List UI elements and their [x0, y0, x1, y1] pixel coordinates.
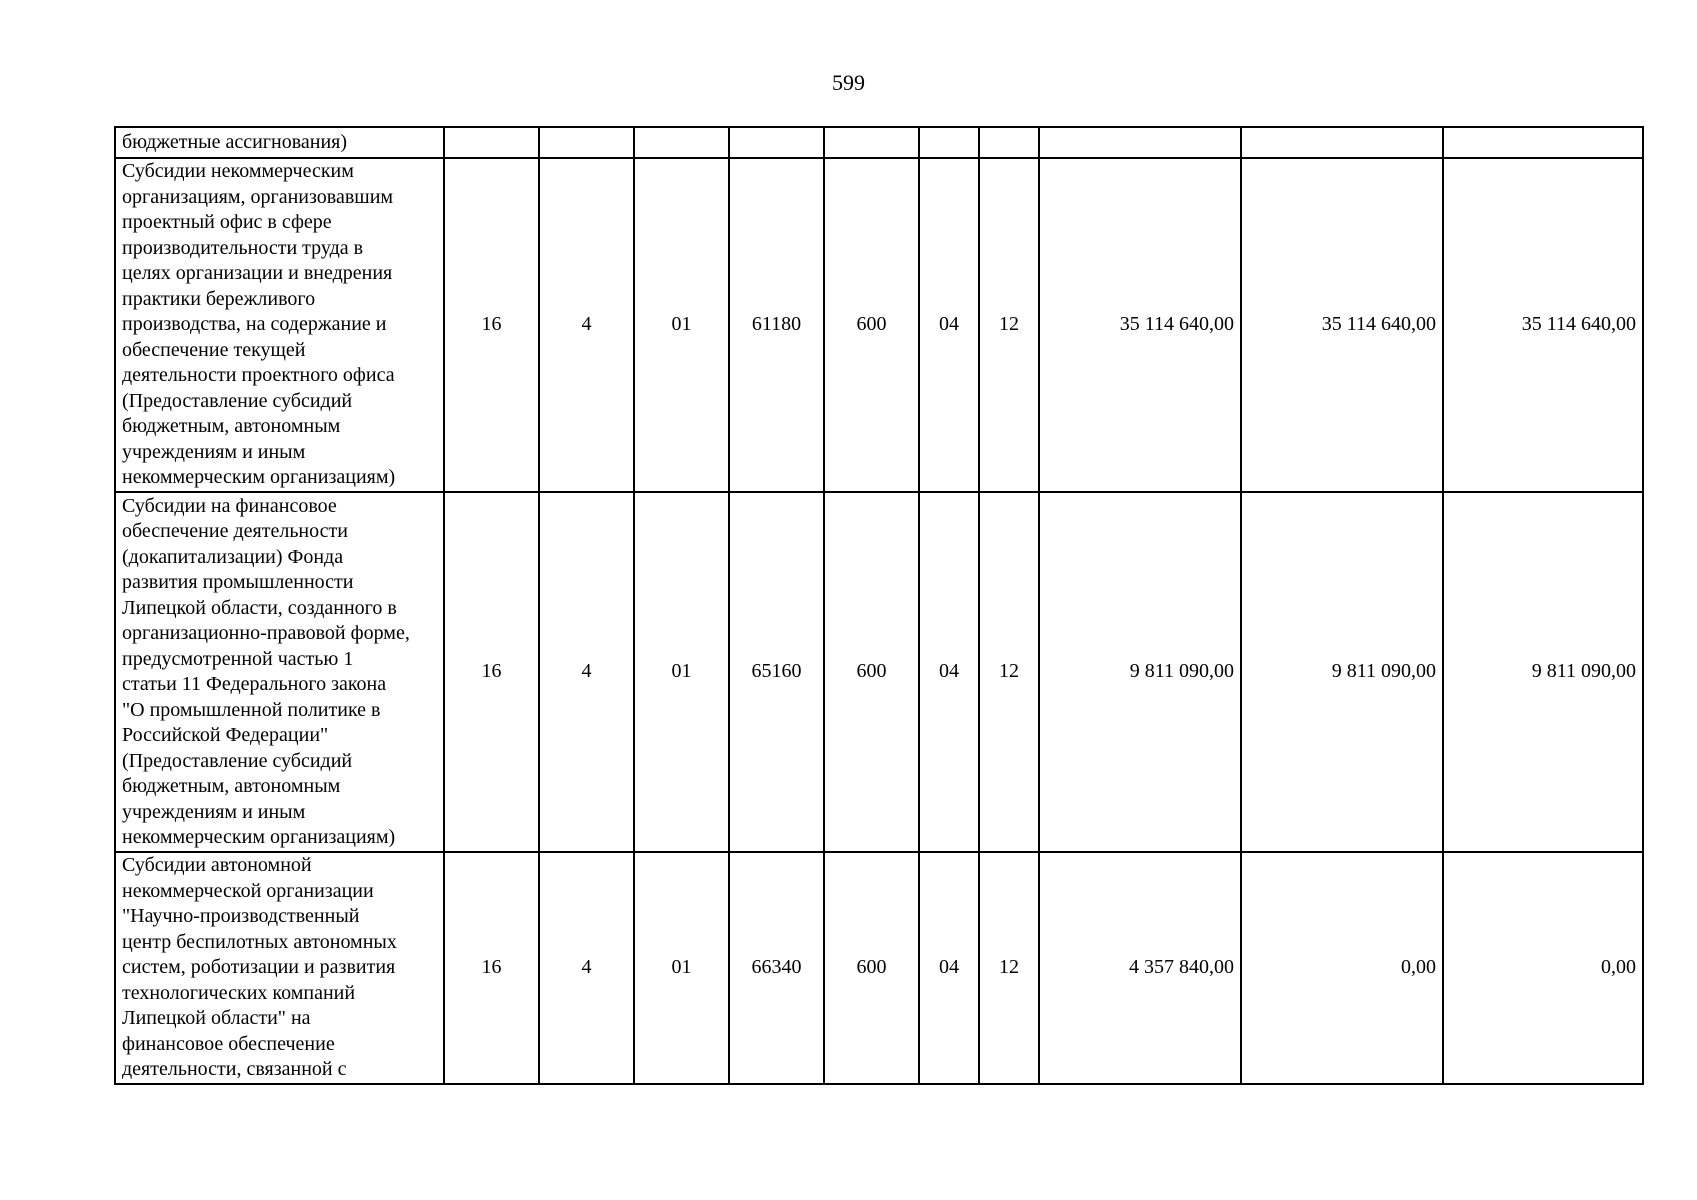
expense-direction-code: [729, 127, 824, 158]
subsection-code: 12: [979, 158, 1039, 492]
section-code: [919, 127, 979, 158]
program-code: 16: [444, 158, 539, 492]
amount-year-1: 9 811 090,00: [1039, 492, 1241, 852]
table-row: [115, 852, 1643, 1084]
section-code: 04: [919, 158, 979, 492]
program-code: [444, 127, 539, 158]
subsection-code: [979, 127, 1039, 158]
subprogram-type-code: 4: [539, 852, 634, 1084]
amount-year-3: 35 114 640,00: [1443, 158, 1643, 492]
structural-element-code: 01: [634, 158, 729, 492]
expense-type-code: [824, 127, 919, 158]
table-row: [115, 492, 1643, 852]
expense-type-code: 600: [824, 852, 919, 1084]
amount-year-2: 35 114 640,00: [1241, 158, 1443, 492]
expense-direction-code: 61180: [729, 158, 824, 492]
section-code: 04: [919, 492, 979, 852]
amount-year-1: 4 357 840,00: [1039, 852, 1241, 1084]
expense-direction-code: 65160: [729, 492, 824, 852]
subsection-code: 12: [979, 492, 1039, 852]
program-code: 16: [444, 492, 539, 852]
amount-year-2: 9 811 090,00: [1241, 492, 1443, 852]
amount-year-3: 0,00: [1443, 852, 1643, 1084]
subprogram-type-code: 4: [539, 492, 634, 852]
budget-table: [114, 126, 1644, 1085]
row-description: Субсидии на финансовое обеспечение деятельности (докапитализации) Фонда развития промышленности Липецкой области, созданного в организационно-правовой форме, предусмотренной частью 1 статьи 11 Федерального закона "О промышленной политике в Российской Федерации" (Предоставление субсидий бюджетным, автономным учреждениям и иным некоммерческим организациям): [115, 492, 444, 852]
expense-direction-code: 66340: [729, 852, 824, 1084]
structural-element-code: 01: [634, 492, 729, 852]
expense-type-code: 600: [824, 492, 919, 852]
table-row: [115, 158, 1643, 492]
row-description: Субсидии автономной некоммерческой организации "Научно-производственный центр беспилотных автономных систем, роботизации и развития технологических компаний Липецкой области" на финансовое обеспечение деятельности, связанной с: [115, 852, 444, 1084]
section-code: 04: [919, 852, 979, 1084]
structural-element-code: [634, 127, 729, 158]
expense-type-code: 600: [824, 158, 919, 492]
amount-year-1: [1039, 127, 1241, 158]
amount-year-3: [1443, 127, 1643, 158]
program-code: 16: [444, 852, 539, 1084]
row-description: бюджетные ассигнования): [115, 127, 444, 158]
amount-year-1: 35 114 640,00: [1039, 158, 1241, 492]
amount-year-2: [1241, 127, 1443, 158]
page-number: 599: [832, 70, 865, 95]
subprogram-type-code: 4: [539, 158, 634, 492]
amount-year-3: 9 811 090,00: [1443, 492, 1643, 852]
subprogram-type-code: [539, 127, 634, 158]
subsection-code: 12: [979, 852, 1039, 1084]
structural-element-code: 01: [634, 852, 729, 1084]
row-description: Субсидии некоммерческим организациям, организовавшим проектный офис в сфере производительности труда в целях организации и внедрения практики бережливого производства, на содержание и обеспечение текущей деятельности проектного офиса (Предоставление субсидий бюджетным, автономным учреждениям и иным некоммерческим организациям): [115, 158, 444, 492]
amount-year-2: 0,00: [1241, 852, 1443, 1084]
table-row: [115, 127, 1643, 158]
